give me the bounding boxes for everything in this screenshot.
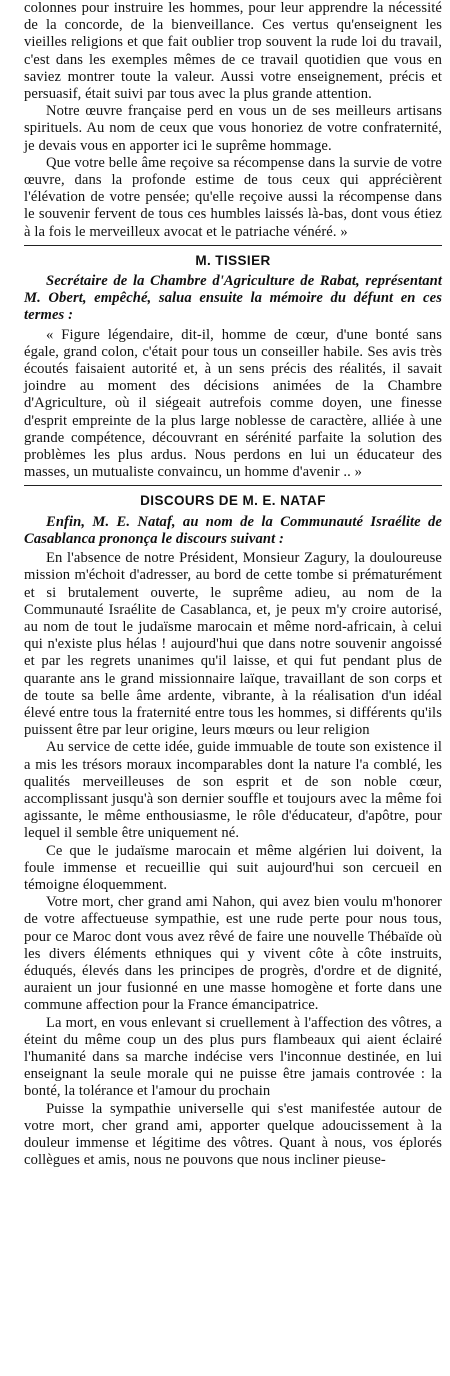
paragraph: colonnes pour instruire les hommes, pour leur apprendre la nécessité de la concorde, de la bienveillance. Ces vertus qu'enseignent les vieilles religions et que fait oublier trop souvent la rude loi du travail, c'est dans les exemples mêmes de ce travail quotidien que vous en saviez montrer toute la valeur. Aussi votre enseignement, précis et persuasif, était suivi par tous avec la plus grande attention.	[24, 0, 442, 103]
article-text	[24, 0, 442, 1169]
paragraph: En l'absence de notre Président, Monsieur Zagury, la douloureuse mission m'échoit d'adresser, au bord de cette tombe si prématurément et si brutalement ouverte, le suprême adieu, au nom de la Communauté Israélite de Casablanca, et, je peux m'y croire autorisé, au nom de tout le judaïsme marocain et même nord-africain, à celui qui n'existe plus hélas ! aujourd'hui que dans notre souvenir angoissé et par les regrets unanimes qu'il laisse, et qui fut pendant plus de quarante ans le grand missionnaire laïque, travaillant de son corps et de toute sa belle âme ardente, vibrante, à la réalisation d'un idéal élevé entre tous la fraternité entre tous les hommes, si différents qu'ils puissent être par leur origine, leurs mœurs ou leur religion	[24, 550, 442, 739]
section-divider	[24, 245, 442, 246]
section-heading-tissier: M. TISSIER	[195, 252, 271, 268]
paragraph: Que votre belle âme reçoive sa récompense dans la survie de votre œuvre, dans la profonde estime de tous ceux qui apprécièrent l'élévation de votre pensée; qu'elle reçoive aussi la récompense dans le souvenir fervent de tous ces humbles laissés là-bas, dont vous étiez à la fois le merveilleux avocat et le patriache vénéré. »	[24, 154, 442, 240]
paragraph: Notre œuvre française perd en vous un de ses meilleurs artisans spirituels. Au nom de ceux que vous honoriez de votre confraternité, je devais vous en apporter ici le suprême hommage.	[24, 103, 442, 154]
paragraph: Ce que le judaïsme marocain et même algérien lui doivent, la foule immense et recueillie qui suit aujourd'hui son cercueil en témoigne éloquemment.	[24, 842, 442, 893]
paragraph: Au service de cette idée, guide immuable de toute son existence il a mis les trésors moraux incomparables dont la nature l'a comblé, les qualités merveilleuses de son esprit et de son noble cœur, accomplissant jusqu'à son dernier souffle et toujours avec la même foi agissante, le même enthousiasme, le rôle d'éducateur, d'apôtre, pour lequel il semble être uniquement né.	[24, 739, 442, 842]
paragraph: « Figure légendaire, dit-il, homme de cœur, d'une bonté sans égale, grand colon, c'était pour tous un conseiller habile. Ses avis très écoutés faisaient autorité et, à un sens précis des réalités, il savait joindre au moment des décisions animées de la Chambre d'Agriculture, où il siégeait autrefois comme doyen, une finesse d'esprit empreinte de la plus large noblesse de caractère, alliée à une grande compétence, découvrant en sérénité parfaite la solution des problèmes les plus ardus. Nous perdons en lui un éducateur des masses, un mutualiste convaincu, un homme d'avenir .. »	[24, 326, 442, 481]
speaker-intro: Secrétaire de la Chambre d'Agriculture de Rabat, représentant M. Obert, empêché, salua ensuite la mémoire du défunt en ces termes :	[24, 273, 442, 324]
paragraph: Puisse la sympathie universelle qui s'est manifestée autour de votre mort, cher grand ami, apporter quelque adoucissement à la douleur immense et légitime des vôtres. Quant à nous, vos éplorés collègues et amis, nous ne pouvons que nous incliner pieuse-	[24, 1100, 442, 1169]
section-divider	[24, 485, 442, 486]
paragraph: La mort, en vous enlevant si cruellement à l'affection des vôtres, a éteint du même coup un des plus purs flambeaux qui aient éclairé l'humanité dans sa marche indécise vers l'inconnue destinée, en lui enseignant la seule morale qui ne puisse être jamais controvée : la bonté, la tolérance et l'amour du prochain	[24, 1014, 442, 1100]
speaker-intro: Enfin, M. E. Nataf, au nom de la Communauté Israélite de Casablanca prononça le discours suivant :	[24, 513, 442, 547]
paragraph: Votre mort, cher grand ami Nahon, qui avez bien voulu m'honorer de votre affectueuse sympathie, est une rude perte pour nous tous, pour ce Maroc dont vous avez rêvé de faire une nouvelle Thébaïde où les divers éléments ethniques qui y vivent côte à côte instruits, éduqués, élevés dans les principes de progrès, d'ordre et de dignité, auraient un jour fusionné en une masse homogène et forte dans une commune affection pour la France émancipatrice.	[24, 894, 442, 1014]
section-heading-nataf: DISCOURS DE M. E. NATAF	[140, 493, 326, 509]
